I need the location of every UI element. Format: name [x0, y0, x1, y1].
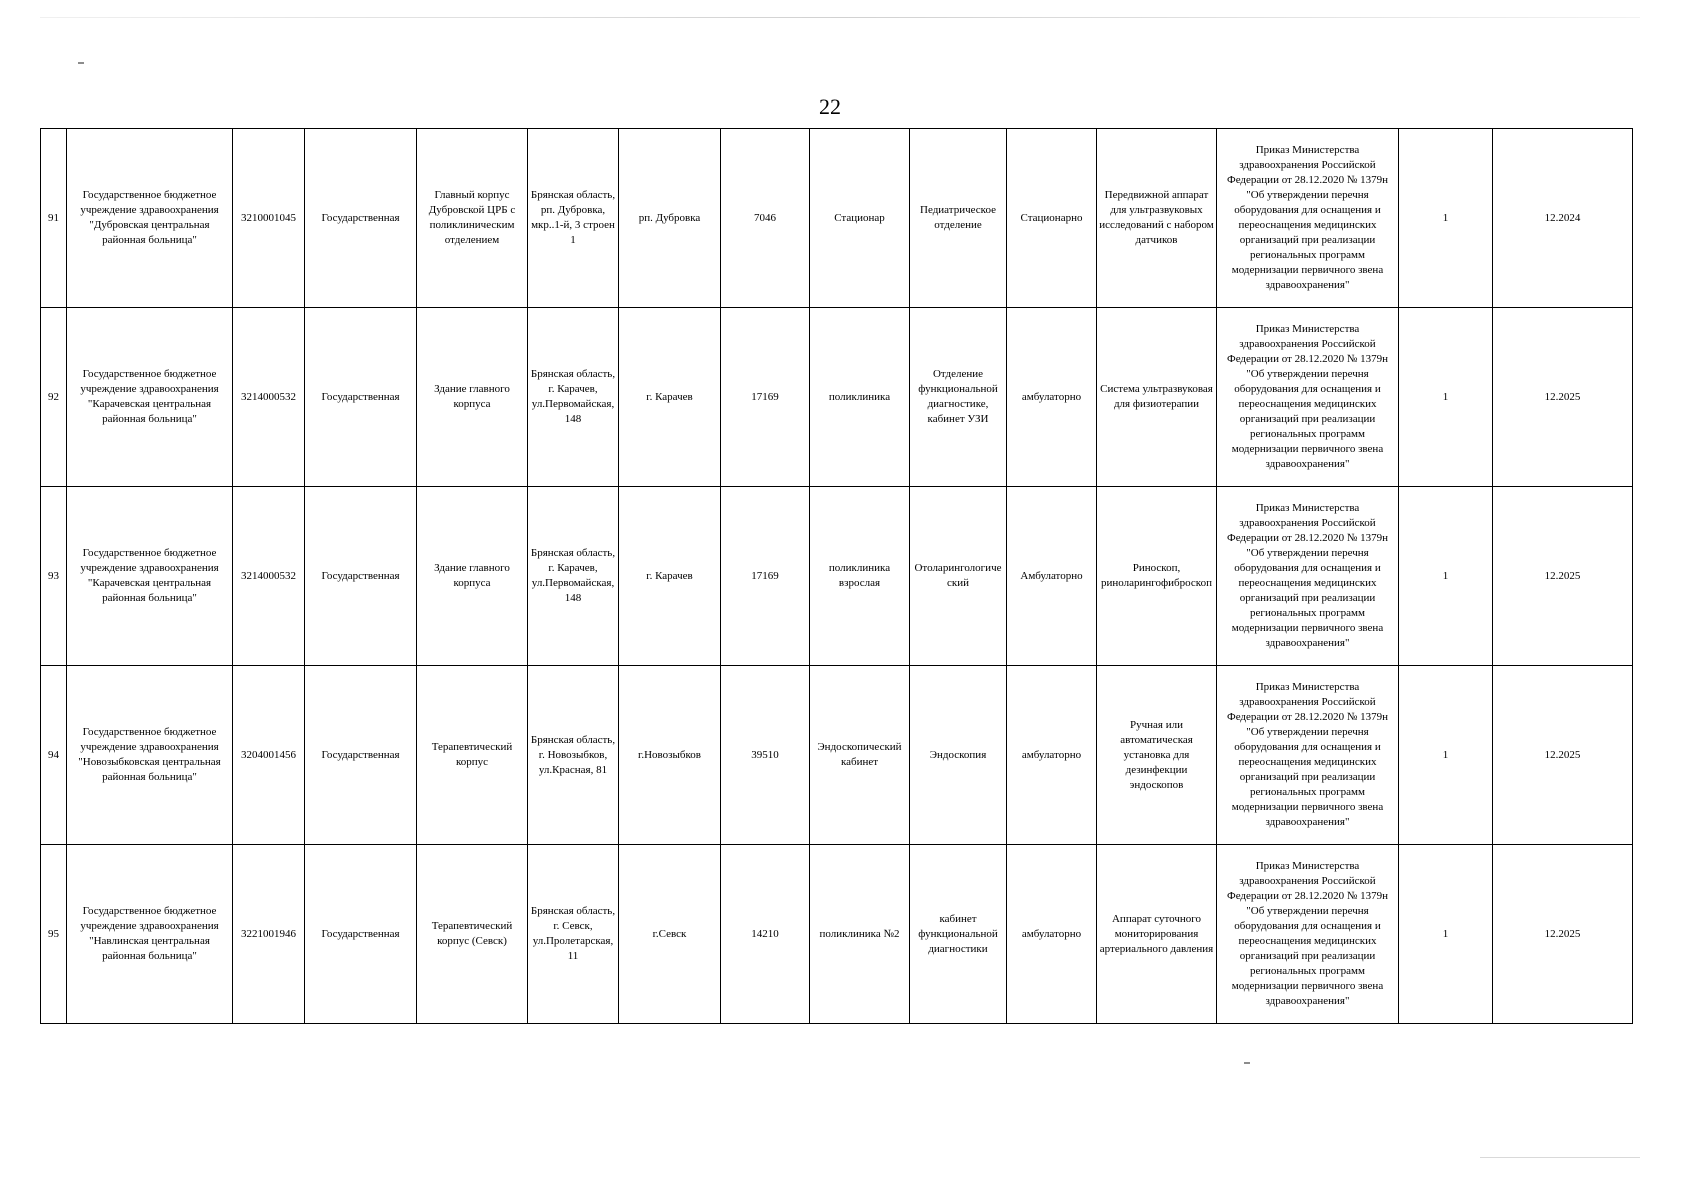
delivery-date: 12.2024	[1493, 129, 1633, 308]
inn-code: 3210001045	[233, 129, 305, 308]
ownership-form: Государственная	[305, 308, 417, 487]
department: Отделение функциональной диагностике, кабинет УЗИ	[910, 308, 1007, 487]
care-conditions: амбулаторно	[1007, 308, 1097, 487]
department: кабинет функциональной диагностики	[910, 845, 1007, 1024]
organization-name: Государственное бюджетное учреждение здравоохранения "Карачевская центральная районная больница"	[67, 487, 233, 666]
table-row	[41, 845, 1633, 1024]
row-number: 95	[41, 845, 67, 1024]
ownership-form: Государственная	[305, 845, 417, 1024]
equipment-name: Аппарат суточного мониторирования артериального давления	[1097, 845, 1217, 1024]
locality: г.Севск	[619, 845, 721, 1024]
regulatory-order: Приказ Министерства здравоохранения Российской Федерации от 28.12.2020 № 1379н "Об утверждении перечня оборудования для оснащения и переоснащения медицинских организаций при реализации региональных программ модернизации первичного звена здравоохранения"	[1217, 308, 1399, 487]
regulatory-order: Приказ Министерства здравоохранения Российской Федерации от 28.12.2020 № 1379н "Об утверждении перечня оборудования для оснащения и переоснащения медицинских организаций при реализации региональных программ модернизации первичного звена здравоохранения"	[1217, 666, 1399, 845]
equipment-name: Система ультразвуковая для физиотерапии	[1097, 308, 1217, 487]
locality: г.Новозыбков	[619, 666, 721, 845]
organization-name: Государственное бюджетное учреждение здравоохранения "Новозыбковская центральная районная больница"	[67, 666, 233, 845]
unit-type: поликлиника	[810, 308, 910, 487]
equipment-name: Ручная или автоматическая установка для дезинфекции эндоскопов	[1097, 666, 1217, 845]
address: Брянская область, рп. Дубровка, мкр..1-й, 3 строен 1	[528, 129, 619, 308]
locality: г. Карачев	[619, 487, 721, 666]
locality: г. Карачев	[619, 308, 721, 487]
row-number: 93	[41, 487, 67, 666]
inn-code: 3221001946	[233, 845, 305, 1024]
regulatory-order: Приказ Министерства здравоохранения Российской Федерации от 28.12.2020 № 1379н "Об утверждении перечня оборудования для оснащения и переоснащения медицинских организаций при реализации региональных программ модернизации первичного звена здравоохранения"	[1217, 487, 1399, 666]
equipment-table	[40, 128, 1633, 1024]
scan-artifact-top	[40, 17, 1640, 18]
table-row	[41, 487, 1633, 666]
inn-code: 3214000532	[233, 487, 305, 666]
delivery-date: 12.2025	[1493, 487, 1633, 666]
row-number: 91	[41, 129, 67, 308]
regulatory-order: Приказ Министерства здравоохранения Российской Федерации от 28.12.2020 № 1379н "Об утверждении перечня оборудования для оснащения и переоснащения медицинских организаций при реализации региональных программ модернизации первичного звена здравоохранения"	[1217, 129, 1399, 308]
address: Брянская область, г. Карачев, ул.Первомайская, 148	[528, 308, 619, 487]
organization-name: Государственное бюджетное учреждение здравоохранения "Навлинская центральная районная больница"	[67, 845, 233, 1024]
building-name: Терапевтический корпус (Севск)	[417, 845, 528, 1024]
locality: рп. Дубровка	[619, 129, 721, 308]
inn-code: 3214000532	[233, 308, 305, 487]
address: Брянская область, г. Карачев, ул.Первомайская, 148	[528, 487, 619, 666]
equipment-name: Риноскоп, риноларингофиброскоп	[1097, 487, 1217, 666]
quantity: 1	[1399, 666, 1493, 845]
regulatory-order: Приказ Министерства здравоохранения Российской Федерации от 28.12.2020 № 1379н "Об утверждении перечня оборудования для оснащения и переоснащения медицинских организаций при реализации региональных программ модернизации первичного звена здравоохранения"	[1217, 845, 1399, 1024]
unit-type: поликлиника взрослая	[810, 487, 910, 666]
care-conditions: амбулаторно	[1007, 666, 1097, 845]
delivery-date: 12.2025	[1493, 666, 1633, 845]
unit-type: Стационар	[810, 129, 910, 308]
organization-name: Государственное бюджетное учреждение здравоохранения "Карачевская центральная районная больница"	[67, 308, 233, 487]
department: Педиатрическое отделение	[910, 129, 1007, 308]
department: Эндоскопия	[910, 666, 1007, 845]
department: Отоларингологический	[910, 487, 1007, 666]
organization-name: Государственное бюджетное учреждение здравоохранения "Дубровская центральная районная больница"	[67, 129, 233, 308]
ownership-form: Государственная	[305, 666, 417, 845]
unit-type: поликлиника №2	[810, 845, 910, 1024]
scan-artifact-bottom	[1480, 1157, 1640, 1158]
page-number: 22	[819, 94, 841, 119]
equipment-name: Передвижной аппарат для ультразвуковых исследований с набором датчиков	[1097, 129, 1217, 308]
building-name: Терапевтический корпус	[417, 666, 528, 845]
building-name: Здание главного корпуса	[417, 487, 528, 666]
inn-code: 3204001456	[233, 666, 305, 845]
quantity: 1	[1399, 487, 1493, 666]
scan-speck	[78, 62, 84, 64]
row-number: 94	[41, 666, 67, 845]
table-row	[41, 666, 1633, 845]
care-conditions: Стационарно	[1007, 129, 1097, 308]
ownership-form: Государственная	[305, 129, 417, 308]
delivery-date: 12.2025	[1493, 308, 1633, 487]
delivery-date: 12.2025	[1493, 845, 1633, 1024]
address: Брянская область, г. Новозыбков, ул.Красная, 81	[528, 666, 619, 845]
building-name: Главный корпус Дубровской ЦРБ с поликлиническим отделением	[417, 129, 528, 308]
quantity: 1	[1399, 845, 1493, 1024]
population: 17169	[721, 487, 810, 666]
building-name: Здание главного корпуса	[417, 308, 528, 487]
table-row	[41, 308, 1633, 487]
population: 7046	[721, 129, 810, 308]
care-conditions: амбулаторно	[1007, 845, 1097, 1024]
address: Брянская область, г. Севск, ул.Пролетарская, 11	[528, 845, 619, 1024]
unit-type: Эндоскопический кабинет	[810, 666, 910, 845]
population: 17169	[721, 308, 810, 487]
population: 39510	[721, 666, 810, 845]
scan-speck	[1244, 1062, 1250, 1064]
quantity: 1	[1399, 129, 1493, 308]
table-row	[41, 129, 1633, 308]
ownership-form: Государственная	[305, 487, 417, 666]
row-number: 92	[41, 308, 67, 487]
quantity: 1	[1399, 308, 1493, 487]
care-conditions: Амбулаторно	[1007, 487, 1097, 666]
population: 14210	[721, 845, 810, 1024]
